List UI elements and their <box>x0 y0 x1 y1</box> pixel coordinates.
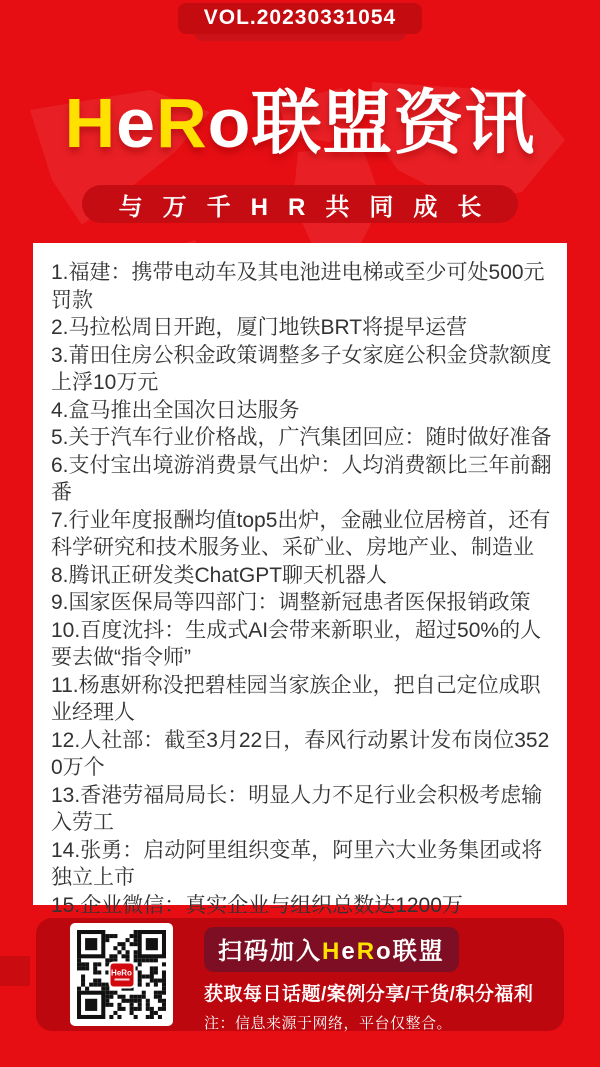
qr-code-box <box>70 923 173 1026</box>
title-segment: R <box>156 84 208 162</box>
news-item: 6.支付宝出境游消费景气出炉：人均消费额比三年前翻番 <box>51 453 552 504</box>
news-item: 15.企业微信：真实企业与组织总数达1200万 <box>51 893 463 917</box>
footer-panel <box>36 918 564 1031</box>
title-segment: o <box>376 938 393 965</box>
news-item: 8.腾讯正研发类ChatGPT聊天机器人 <box>51 563 388 587</box>
tagline-banner: 与万千HR共同成长 <box>82 185 518 223</box>
news-item: 13.香港劳福局局长：明显人力不足行业会积极考虑输入劳工 <box>51 783 543 834</box>
news-card <box>33 243 567 917</box>
join-badge <box>204 927 459 972</box>
news-item: 11.杨惠妍称没把碧桂园当家族企业，把自己定位成职业经理人 <box>51 673 541 724</box>
news-item: 4.盒马推出全国次日达服务 <box>51 398 300 422</box>
footer-note: 注：信息来源于网络，平台仅整合。 <box>204 1015 453 1032</box>
title-segment: H <box>322 938 342 965</box>
qr-center-logo <box>108 961 135 988</box>
poster-title <box>0 74 600 172</box>
news-item: 7.行业年度报酬均值top5出炉，金融业位居榜首，还有科学研究和技术服务业、采矿业、房地产业、制造业 <box>51 508 551 559</box>
background-accent <box>0 956 30 986</box>
volume-badge: VOL.20230331054 <box>178 3 422 34</box>
volume-badge-row <box>0 3 600 34</box>
title-segment: e <box>341 938 357 965</box>
news-item: 10.百度沈抖：生成式AI会带来新职业，超过50%的人要去做“指令师” <box>51 618 542 669</box>
title-segment: e <box>116 84 157 162</box>
news-item: 1.福建：携带电动车及其电池进电梯或至少可处500元罚款 <box>51 261 545 312</box>
news-item: 14.张勇：启动阿里组织变革，阿里六大业务集团或将独立上市 <box>51 838 543 889</box>
title-segment: o <box>207 84 252 162</box>
title-segment: 扫码加入 <box>218 938 322 965</box>
footer-text-column <box>204 927 552 1033</box>
news-item: 2.马拉松周日开跑，厦门地铁BRT将提早运营 <box>51 316 468 339</box>
title-segment: 联盟 <box>392 938 445 965</box>
title-segment: H <box>64 84 117 162</box>
title-segment: R <box>356 938 377 965</box>
news-item: 3.莆田住房公积金政策调整多子女家庭公积金贷款额度上浮10万元 <box>51 343 552 394</box>
qr-logo-text: HeRo <box>111 968 132 978</box>
qr-logo-subline <box>114 979 129 981</box>
footer-subtitle: 获取每日话题/案例分享/干货/积分福利 <box>204 984 534 1005</box>
news-item: 9.国家医保局等四部门：调整新冠患者医保报销政策 <box>51 591 531 614</box>
title-segment: 联盟资讯 <box>251 84 536 162</box>
news-item: 12.人社部：截至3月22日，春风行动累计发布岗位3520万个 <box>51 728 550 779</box>
news-item: 5.关于汽车行业价格战，广汽集团回应：随时做好准备 <box>51 426 552 449</box>
